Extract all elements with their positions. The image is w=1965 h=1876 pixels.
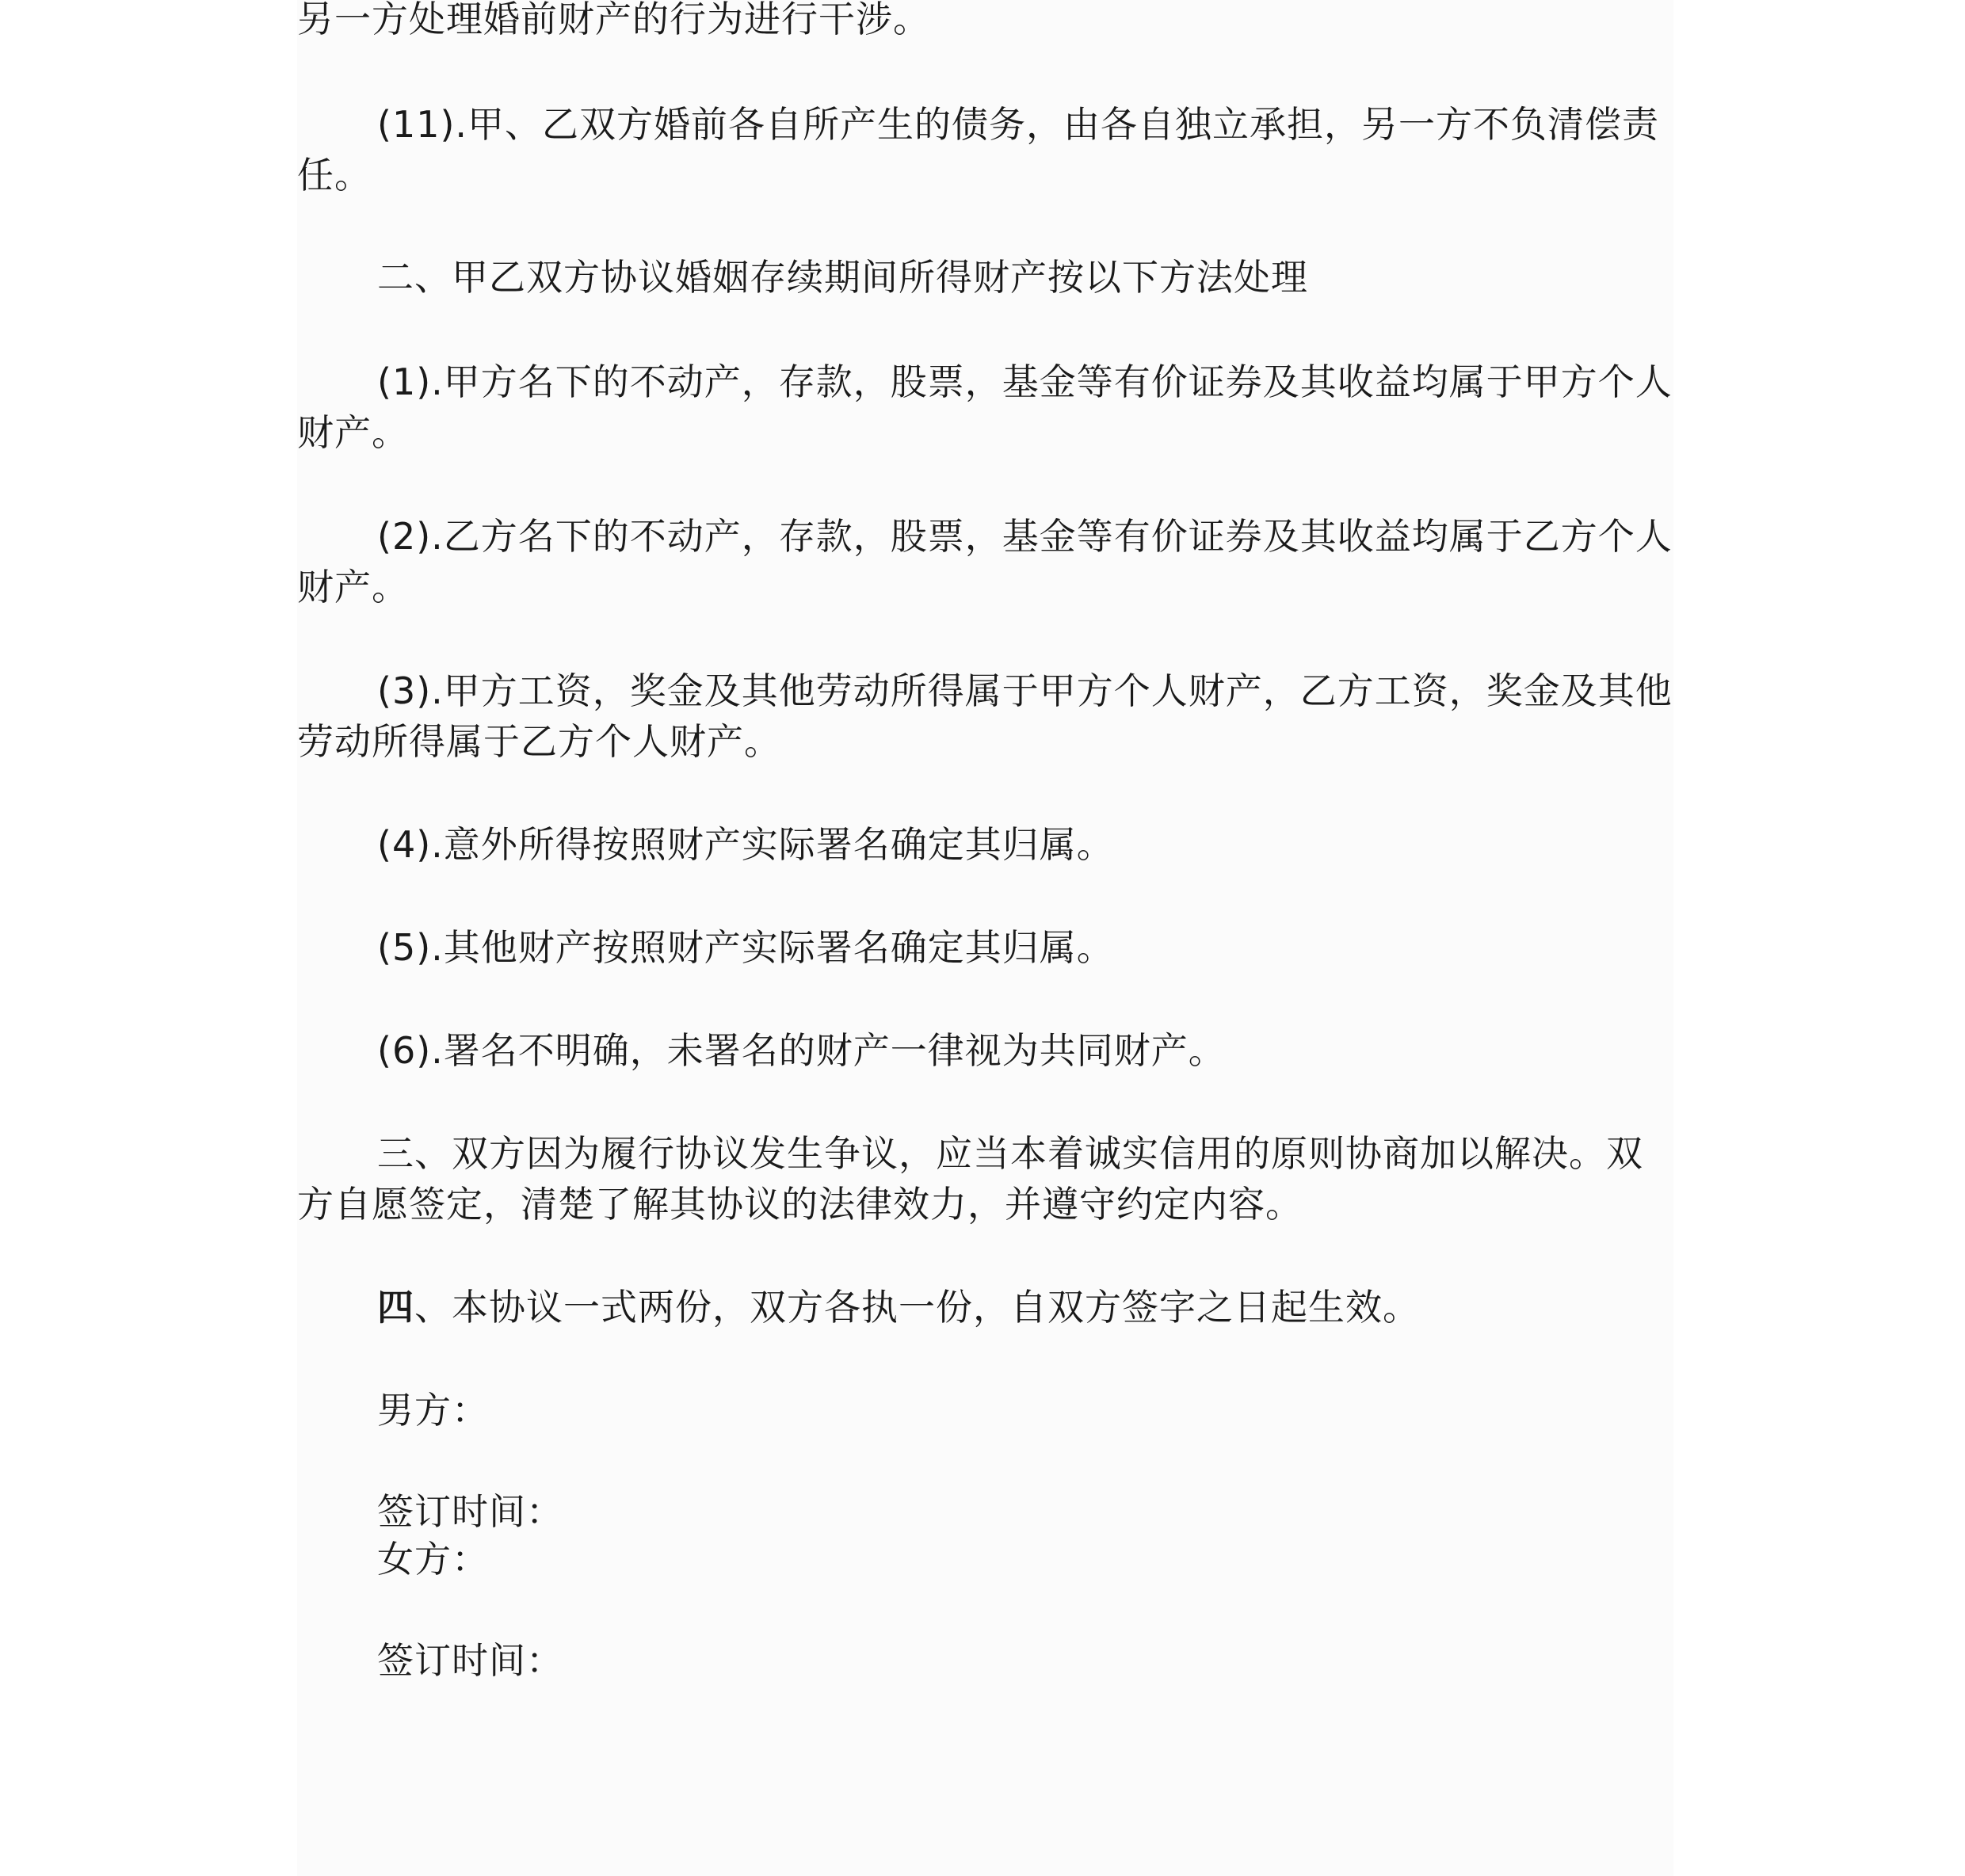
female-party-label: 女方：	[377, 1538, 489, 1580]
paragraph-item-2: (2).乙方名下的不动产，存款，股票，基金等有价证券及其收益均属于乙方个人财产。	[297, 515, 1673, 608]
male-party-label: 男方：	[377, 1389, 489, 1432]
heading-clause-two: 二、甲乙双方协议婚姻存续期间所得财产按以下方法处理	[377, 256, 1308, 299]
paragraph-prenuptial-interference: 另一方处理婚前财产的行为进行干涉。	[297, 0, 930, 40]
sign-date-label-male: 签订时间：	[377, 1490, 563, 1533]
paragraph-clause-11-debts: (11).甲、乙双方婚前各自所产生的债务，由各自独立承担，另一方不负清偿责任。	[297, 103, 1660, 196]
paragraph-item-5: (5).其他财产按照财产实际署名确定其归属。	[377, 926, 1114, 969]
paragraph-item-6: (6).署名不明确，未署名的财产一律视为共同财产。	[377, 1029, 1226, 1072]
clause-four-text: 、本协议一式两份，双方各执一份，自双方签字之日起生效。	[414, 1286, 1420, 1329]
paragraph-item-1: (1).甲方名下的不动产，存款，股票，基金等有价证券及其收益均属于甲方个人财产。	[297, 360, 1673, 454]
paragraph-item-3: (3).甲方工资，奖金及其他劳动所得属于甲方个人财产，乙方工资，奖金及其他劳动所得属于乙方个人财产。	[297, 669, 1673, 763]
paragraph-clause-four	[297, 1282, 1673, 1333]
paragraph-item-4: (4).意外所得按照财产实际署名确定其归属。	[377, 823, 1114, 866]
sign-date-label-female: 签订时间：	[377, 1639, 563, 1682]
clause-four-number: 四	[377, 1286, 414, 1329]
paragraph-clause-three: 三、双方因为履行协议发生争议，应当本着诚实信用的原则协商加以解决。双方自愿签定，清楚了解其协议的法律效力，并遵守约定内容。	[297, 1132, 1643, 1226]
